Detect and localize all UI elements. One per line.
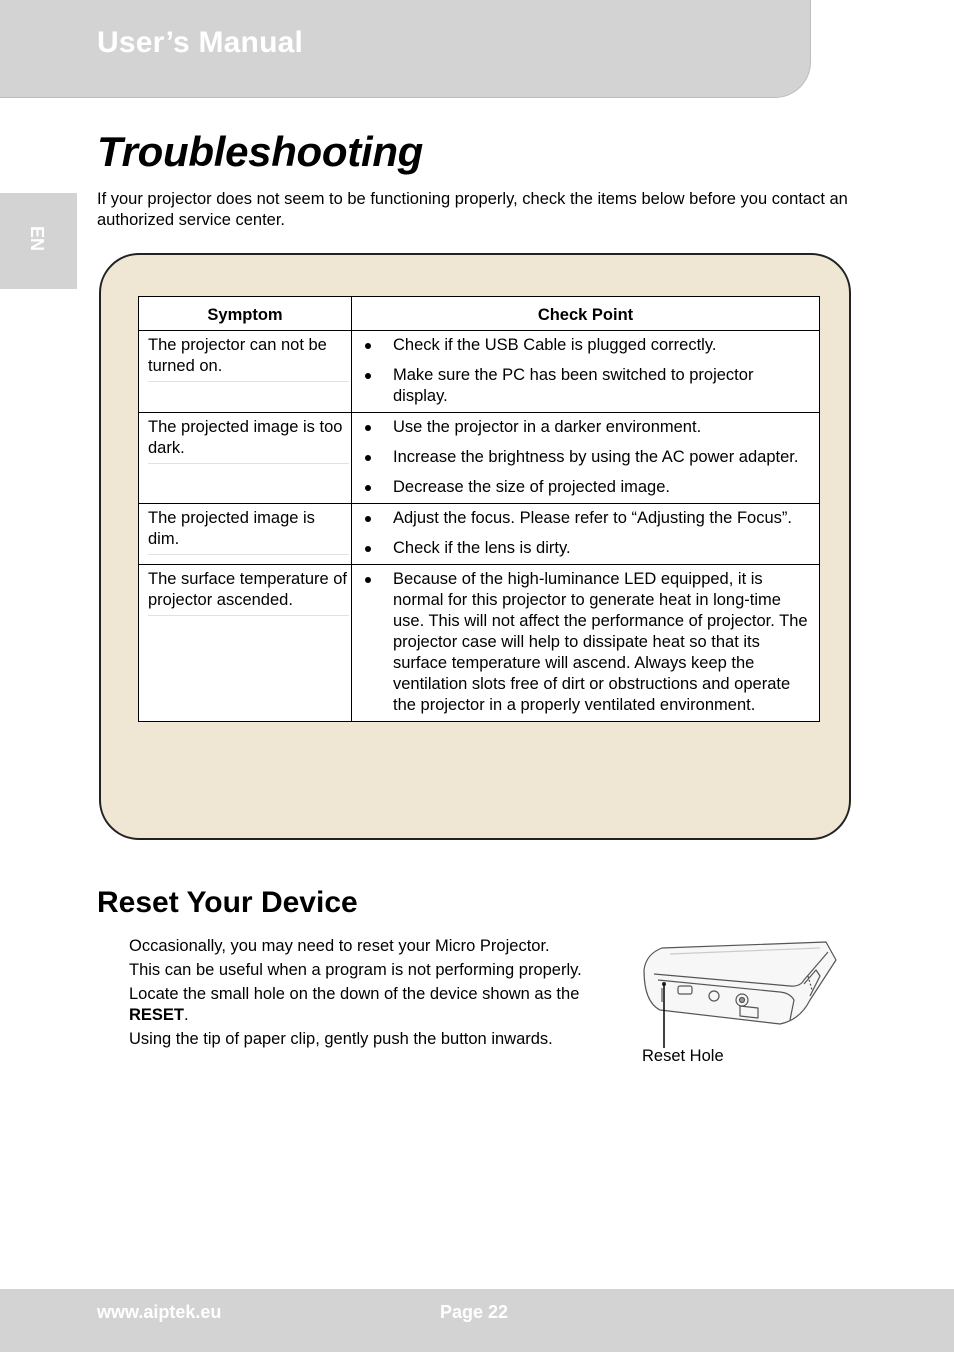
symptom-cell — [139, 331, 352, 413]
reset-paragraph: Using the tip of paper clip, gently push the button inwards. — [129, 1030, 553, 1048]
check-cell — [352, 331, 820, 413]
check-item: Check if the lens is dirty. — [362, 538, 811, 559]
check-item: Use the projector in a darker environment. — [362, 417, 811, 438]
symptom-text: The surface temperature of projector ascended. — [148, 569, 349, 616]
check-cell — [352, 413, 820, 504]
check-item: Make sure the PC has been switched to projector display. — [362, 365, 811, 407]
language-label: EN — [27, 226, 47, 252]
check-item: Adjust the focus. Please refer to “Adjusting the Focus”. — [362, 508, 811, 529]
symptom-cell — [139, 413, 352, 504]
table-row — [139, 331, 820, 413]
symptom-text: The projected image is dim. — [148, 508, 349, 555]
check-list — [362, 417, 811, 498]
check-list — [362, 569, 811, 716]
check-cell — [352, 504, 820, 565]
footer-page-number: Page 22 — [440, 1302, 509, 1322]
symptom-cell — [139, 504, 352, 565]
reset-keyword: RESET — [129, 1006, 185, 1024]
reset-section-title: Reset Your Device — [97, 886, 358, 919]
reset-instructions — [129, 936, 604, 1053]
table-header-row — [139, 297, 820, 331]
reset-paragraph: Occasionally, you may need to reset your Micro Projector. — [129, 937, 550, 955]
symptom-text: The projected image is too dark. — [148, 417, 349, 464]
check-item: Increase the brightness by using the AC power adapter. — [362, 447, 811, 468]
manual-title: User’s Manual — [97, 26, 304, 59]
reset-paragraph — [129, 984, 604, 1026]
projector-device-illustration — [640, 940, 840, 1050]
reset-hole-label: Reset Hole — [642, 1047, 724, 1065]
check-list — [362, 508, 811, 559]
table-row — [139, 565, 820, 722]
reset-paragraph: This can be useful when a program is not performing properly. — [129, 961, 582, 979]
table-row — [139, 504, 820, 565]
intro-paragraph: If your projector does not seem to be functioning properly, check the items below before you contact an authorized service center. — [97, 190, 848, 229]
check-item: Decrease the size of projected image. — [362, 477, 811, 498]
page-title: Troubleshooting — [97, 128, 424, 175]
table-row — [139, 413, 820, 504]
symptom-cell — [139, 565, 352, 722]
check-point-header: Check Point — [352, 297, 820, 331]
check-cell — [352, 565, 820, 722]
reset-text-part: . — [184, 1006, 189, 1024]
reset-text-part: Locate the small hole on the down of the device shown as the — [129, 985, 580, 1003]
symptom-header: Symptom — [139, 297, 352, 331]
troubleshooting-table — [138, 296, 820, 722]
check-item: Check if the USB Cable is plugged correctly. — [362, 335, 811, 356]
check-list — [362, 335, 811, 407]
check-item: Because of the high-luminance LED equipped, it is normal for this projector to generate heat in long-time use. This will not affect the performance of projector. The projector case will help to dissipate heat so that its surface temperature will ascend. Always keep the ventilation slots free of dirt or obstructions and operate the projector in a properly ventilated environment. — [362, 569, 811, 716]
symptom-text: The projector can not be turned on. — [148, 335, 349, 382]
footer-website-link[interactable]: www.aiptek.eu — [97, 1302, 222, 1322]
